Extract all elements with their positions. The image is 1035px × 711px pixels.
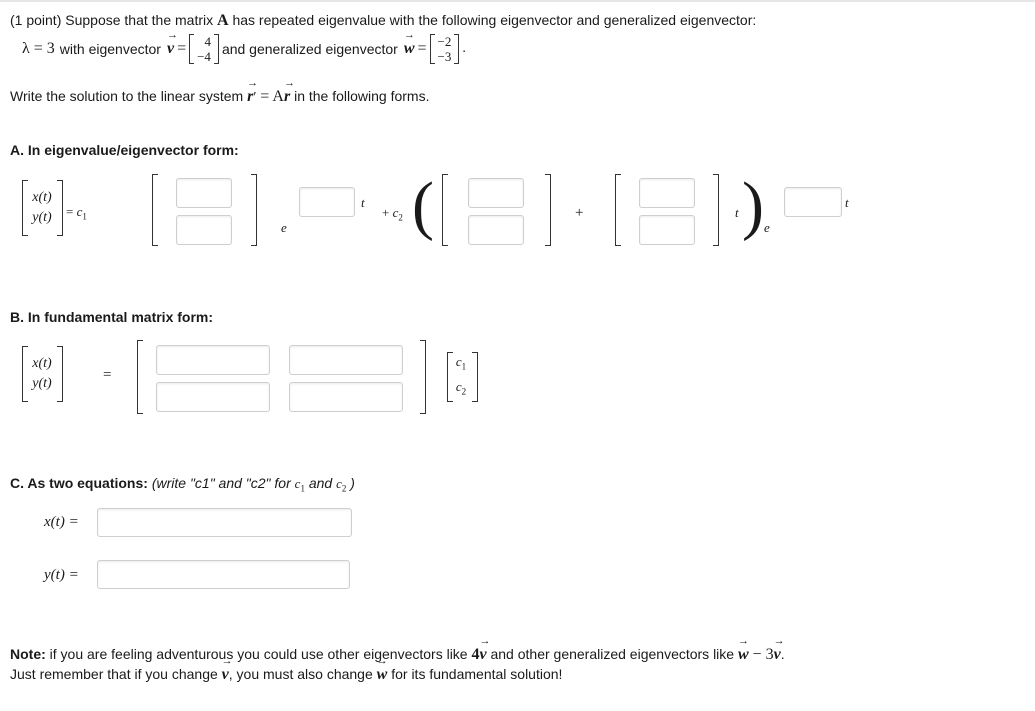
part-a-e2: e: [764, 220, 770, 235]
part-a-t2: t: [735, 205, 739, 220]
fundamental-matrix-21-input[interactable]: [156, 382, 270, 412]
fundamental-matrix-12-input[interactable]: [289, 345, 403, 375]
part-b-xy-vector: x(t) y(t): [32, 356, 52, 391]
w-vector-label: → w: [404, 40, 415, 58]
y-equation-label: y(t) =: [44, 567, 79, 583]
eigen-statement: λ = 3 with eigenvector → v = 4 −4 and generalized eigenvector → w = −2 −3 .: [22, 30, 466, 68]
part-b-equals: =: [103, 367, 112, 383]
part-a-xy-vector: x(t) y(t): [32, 190, 52, 225]
note-line-1: Note: if you are feeling adventurous you could use other eigenvectors like 4→ v and other generalized eigenvectors like → w − 3→ v.: [10, 646, 785, 664]
part-a-v1-top-input[interactable]: [176, 178, 232, 208]
part-a-plus: +: [575, 205, 584, 221]
system-statement: Write the solution to the linear system → r′ = A→ r in the following forms.: [10, 88, 430, 106]
part-a-e1: e: [281, 220, 287, 235]
y-equation-input[interactable]: [97, 560, 350, 589]
v-vector: 4 −4: [189, 34, 219, 64]
x-equation-input[interactable]: [97, 508, 352, 537]
part-a-v2-bottom-input[interactable]: [468, 215, 524, 245]
fundamental-matrix-11-input[interactable]: [156, 345, 270, 375]
fundamental-matrix-22-input[interactable]: [289, 382, 403, 412]
part-b-c-vector: $c_1$ $c_2$: [455, 354, 467, 397]
part-a-c2: + $c_2$: [382, 205, 403, 223]
w-vector: −2 −3: [430, 34, 460, 64]
lambda-value: λ = 3: [22, 40, 55, 57]
v-vector-label: → v: [167, 40, 174, 58]
top-divider: [0, 0, 1035, 2]
part-c-label: C. As two equations: (write "c1" and "c2" for $c_1$ and $c_2$ ): [10, 475, 355, 494]
note-line-2: Just remember that if you change → v, you must also change → w for its fundamental solution!: [10, 666, 562, 684]
part-a-label: A. In eigenvalue/eigenvector form:: [10, 142, 239, 158]
part-a-v1-bottom-input[interactable]: [176, 215, 232, 245]
part-a-w-bottom-input[interactable]: [639, 215, 695, 245]
part-a-exponent2-input[interactable]: [784, 187, 842, 217]
part-a-t3: t: [845, 195, 849, 210]
part-a-t1: t: [361, 195, 365, 210]
part-a-w-top-input[interactable]: [639, 178, 695, 208]
problem-intro: (1 point) Suppose that the matrix A has repeated eigenvalue with the following eigenvector and generalized eigenvector:: [10, 12, 757, 29]
part-a-exponent1-input[interactable]: [299, 187, 355, 217]
part-a-c1: = $c_1$: [66, 204, 87, 222]
part-b-label: B. In fundamental matrix form:: [10, 309, 214, 325]
part-a-v2-top-input[interactable]: [468, 178, 524, 208]
x-equation-label: x(t) =: [44, 514, 79, 530]
